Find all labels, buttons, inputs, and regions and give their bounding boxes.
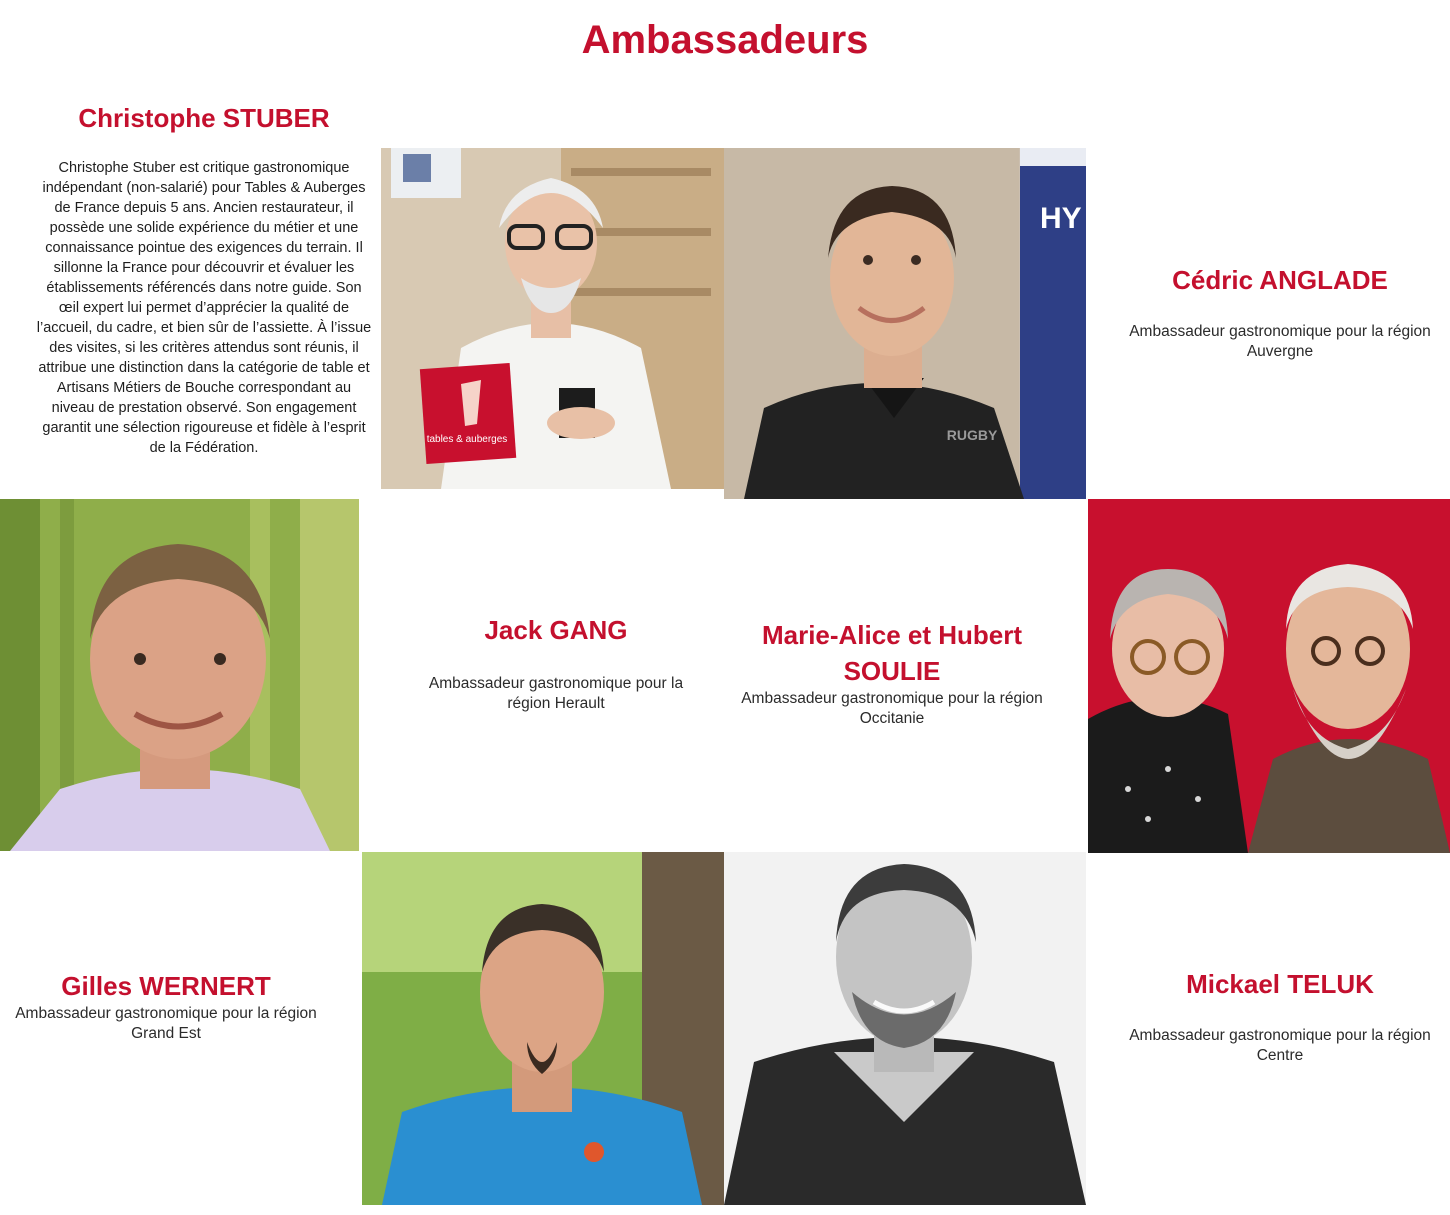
- ambassador-card-teluk: [1110, 966, 1450, 1066]
- ambassador-card-gang: [386, 612, 726, 714]
- ambassador-description: Ambassadeur gastronomique pour la région Centre: [1129, 1027, 1431, 1064]
- ambassador-card-soulie: [726, 617, 1058, 729]
- ambassador-card-anglade: [1110, 262, 1450, 362]
- ambassador-photo-soulie: [1088, 499, 1450, 853]
- plaque-text: tables & auberges: [426, 434, 508, 445]
- ambassador-description: Ambassadeur gastronomique pour la région Herault: [428, 675, 684, 712]
- ambassador-description: Ambassadeur gastronomique pour la région Auvergne: [1129, 323, 1431, 360]
- ambassador-photo-stuber: [381, 148, 724, 489]
- ambassador-photo-anglade: [724, 148, 1086, 499]
- ambassador-card-stuber: [30, 100, 378, 458]
- shirt-text: RUGBY: [946, 427, 998, 443]
- ambassador-description: Ambassadeur gastronomique pour la région Occitanie: [741, 690, 1043, 727]
- page-title: Ambassadeurs: [581, 18, 869, 62]
- svg-text:HY: HY: [1040, 202, 1082, 235]
- ambassador-card-wernert: [0, 968, 332, 1044]
- ambassador-photo-wernert: [362, 852, 724, 1205]
- ambassador-description: Ambassadeur gastronomique pour la région Grand Est: [15, 1005, 317, 1042]
- ambassador-name: Christophe STUBER: [78, 103, 330, 133]
- ambassador-name: Cédric ANGLADE: [1172, 265, 1388, 295]
- ambassador-name: Gilles WERNERT: [61, 971, 271, 1001]
- ambassador-name: Mickael TELUK: [1186, 969, 1374, 999]
- ambassador-name: Marie-Alice et Hubert SOULIE: [761, 620, 1023, 686]
- ambassador-photo-gang: [0, 499, 359, 851]
- ambassador-name: Jack GANG: [484, 615, 628, 645]
- ambassador-bio: Christophe Stuber est critique gastronomique indépendant (non-salarié) pour Tables & Auberges de France depuis 5 ans. Ancien restaurateur, il possède une solide expérience du métier et une connaissance pointue des exigences du terrain. Il sillonne la France pour découvrir et évaluer les établissements référencés dans notre guide. Son œil expert lui permet d’apprécier la qualité de l’accueil, du cadre, et bien sûr de l’assiette. À l’issue des visites, si les critères attendus sont réunis, il attribue une distinction dans la catégorie de table et Artisans Métiers de Bouche correspondant au niveau de prestation observé. Son engagement garantit une sélection rigoureuse et fidèle à l’esprit de la Fédération.: [36, 160, 372, 456]
- ambassador-photo-teluk: [724, 852, 1086, 1205]
